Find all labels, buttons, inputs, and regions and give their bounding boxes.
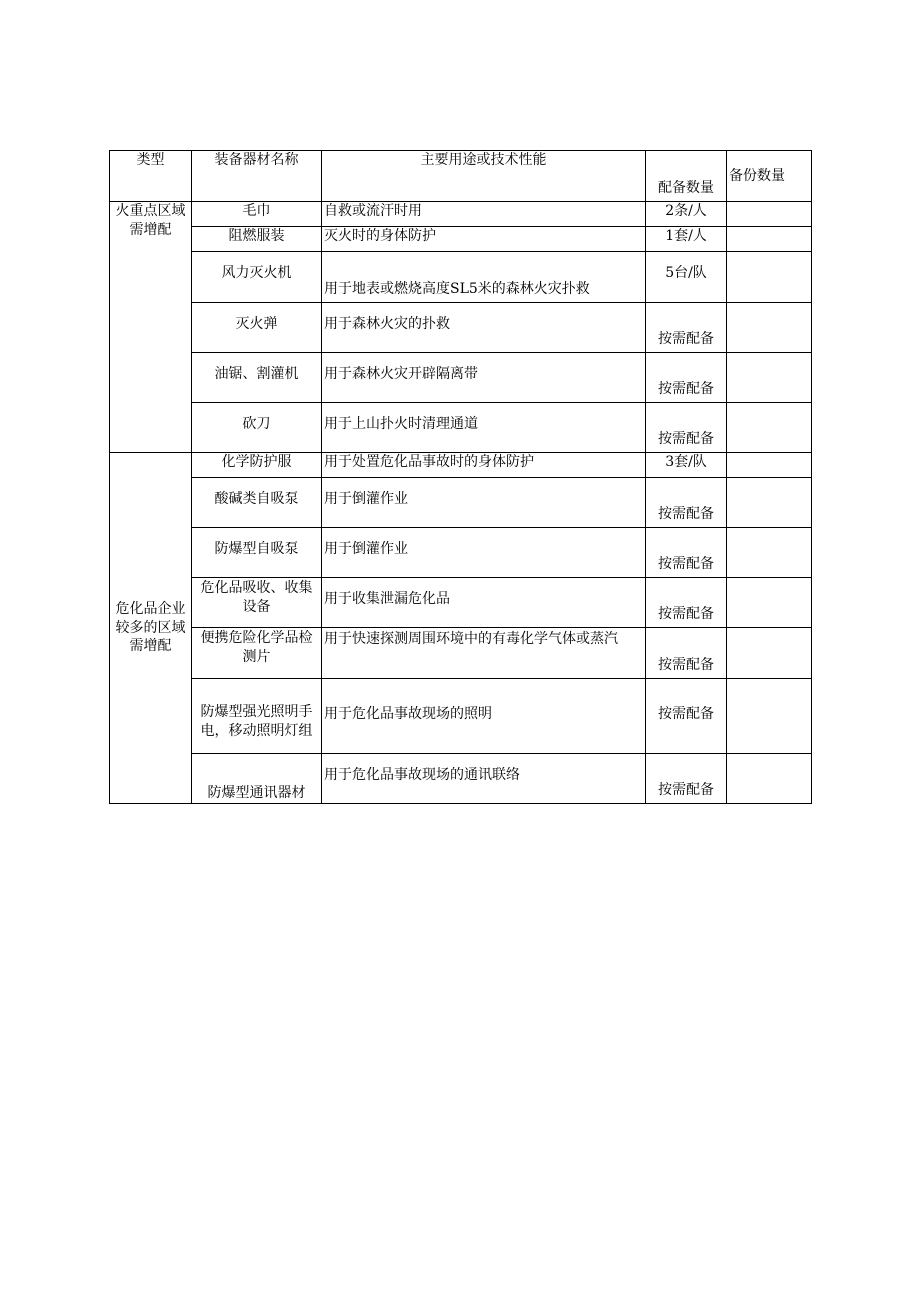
equipment-backup: [727, 754, 812, 804]
equipment-name: 化学防护服: [192, 453, 322, 478]
table-row: [110, 528, 812, 578]
equipment-qty: 按需配备: [646, 528, 727, 578]
equipment-name: 酸碱类自吸泵: [192, 478, 322, 528]
equipment-use: 用于森林火灾的扑救: [322, 303, 646, 353]
equipment-backup: [727, 628, 812, 679]
equipment-qty: 5台/队: [646, 252, 727, 303]
equipment-use: 用于森林火灾开辟隔离带: [322, 353, 646, 403]
equipment-backup: [727, 353, 812, 403]
table-row: [110, 252, 812, 303]
equipment-backup: [727, 528, 812, 578]
table-row: [110, 227, 812, 252]
table-header-row: [110, 151, 812, 202]
equipment-backup: [727, 679, 812, 754]
equipment-use: 用于上山扑火时清理通道: [322, 403, 646, 453]
equipment-use: 用于处置危化品事故时的身体防护: [322, 453, 646, 478]
table-row: [110, 478, 812, 528]
equipment-name: 便携危险化学品检测片: [192, 628, 322, 679]
table-row: [110, 453, 812, 478]
equipment-qty: 按需配备: [646, 403, 727, 453]
equipment-qty: 3套/队: [646, 453, 727, 478]
equipment-qty: 按需配备: [646, 578, 727, 628]
table-row: [110, 679, 812, 754]
equipment-qty: 按需配备: [646, 754, 727, 804]
equipment-qty: 按需配备: [646, 628, 727, 679]
group-type-cell: 火重点区域需增配: [110, 202, 192, 453]
equipment-name: 油锯、割灌机: [192, 353, 322, 403]
equipment-backup: [727, 578, 812, 628]
equipment-use: 用于危化品事故现场的通讯联络: [322, 754, 646, 804]
equipment-name: 防爆型自吸泵: [192, 528, 322, 578]
equipment-name: 砍刀: [192, 403, 322, 453]
header-use: 主要用途或技术性能: [322, 151, 646, 202]
equipment-use: 用于收集泄漏危化品: [322, 578, 646, 628]
equipment-name: 阻燃服装: [192, 227, 322, 252]
equipment-backup: [727, 202, 812, 227]
equipment-use: 用于倒灌作业: [322, 478, 646, 528]
equipment-use: 用于倒灌作业: [322, 528, 646, 578]
table-row: [110, 403, 812, 453]
equipment-name: 防爆型通讯器材: [192, 754, 322, 804]
equipment-backup: [727, 453, 812, 478]
equipment-qty: 按需配备: [646, 353, 727, 403]
equipment-name: 防爆型强光照明手电，移动照明灯组: [192, 679, 322, 754]
equipment-qty: 按需配备: [646, 679, 727, 754]
equipment-use: 用于地表或燃烧高度SL5米的森林火灾扑救: [322, 252, 646, 303]
table-row: [110, 628, 812, 679]
equipment-qty: 按需配备: [646, 478, 727, 528]
equipment-name: 灭火弹: [192, 303, 322, 353]
equipment-backup: [727, 227, 812, 252]
equipment-table: [109, 150, 812, 804]
table-row: [110, 353, 812, 403]
equipment-use: 自救或流汗时用: [322, 202, 646, 227]
header-name: 装备器材名称: [192, 151, 322, 202]
table-row: [110, 578, 812, 628]
equipment-backup: [727, 403, 812, 453]
equipment-backup: [727, 303, 812, 353]
equipment-use: 灭火时的身体防护: [322, 227, 646, 252]
table-row: [110, 303, 812, 353]
equipment-backup: [727, 478, 812, 528]
table-row: [110, 202, 812, 227]
group-type-cell: 危化品企业较多的区域需增配: [110, 453, 192, 804]
equipment-name: 毛巾: [192, 202, 322, 227]
equipment-backup: [727, 252, 812, 303]
equipment-qty: 按需配备: [646, 303, 727, 353]
equipment-name: 危化品吸收、收集设备: [192, 578, 322, 628]
header-backup: 备份数量: [727, 151, 812, 202]
equipment-use: 用于快速探测周围环境中的有毒化学气体或蒸汽: [322, 628, 646, 679]
header-qty: 配备数量: [646, 151, 727, 202]
header-type: 类型: [110, 151, 192, 202]
equipment-use: 用于危化品事故现场的照明: [322, 679, 646, 754]
table-row: [110, 754, 812, 804]
equipment-qty: 2条/人: [646, 202, 727, 227]
equipment-name: 风力灭火机: [192, 252, 322, 303]
equipment-qty: 1套/人: [646, 227, 727, 252]
